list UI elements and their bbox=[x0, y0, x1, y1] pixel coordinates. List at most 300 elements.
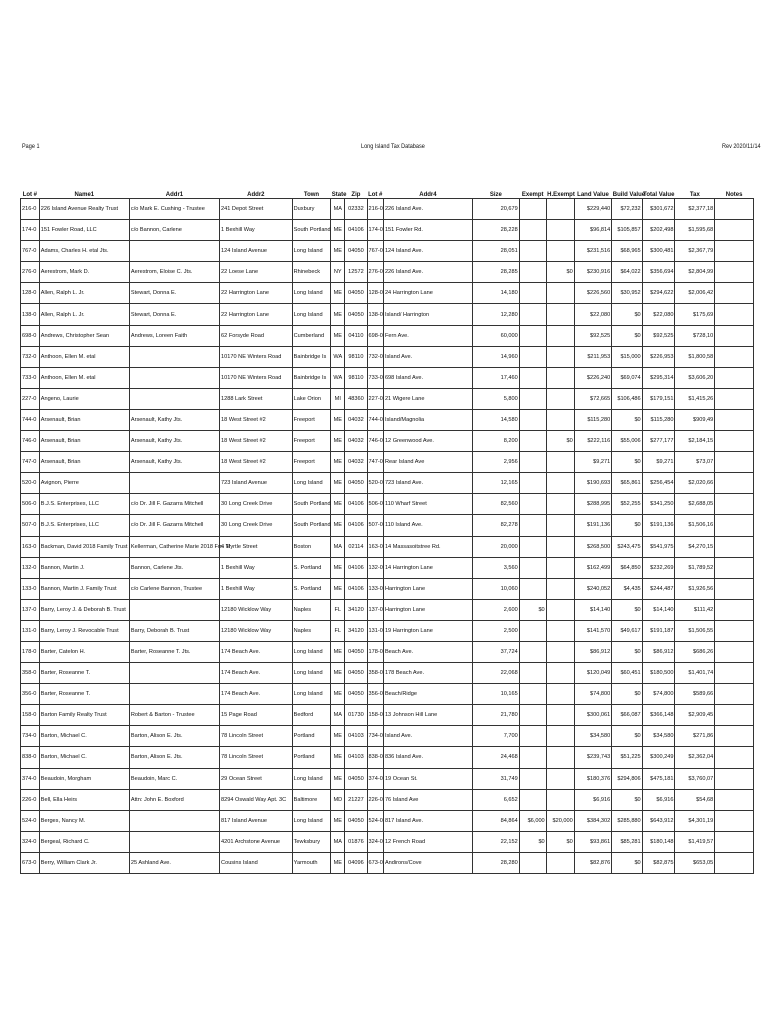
table-cell bbox=[546, 663, 574, 684]
table-cell bbox=[519, 325, 546, 346]
table-cell: 734-0 bbox=[21, 726, 40, 747]
table-cell: 133-0 bbox=[367, 578, 383, 599]
table-cell: $0 bbox=[612, 684, 642, 705]
table-cell: 276-0 bbox=[21, 262, 40, 283]
table-cell: Barry, Leroy J. Revocable Trust bbox=[39, 620, 129, 641]
table-cell bbox=[546, 452, 574, 473]
table-cell: $111,42 bbox=[675, 599, 715, 620]
table-cell: $2,006,42 bbox=[675, 283, 715, 304]
table-cell: 174-0 bbox=[21, 220, 40, 241]
table-cell: $162,499 bbox=[574, 557, 611, 578]
table-cell bbox=[129, 810, 219, 831]
table-cell: Anthoon, Ellen M. etal bbox=[39, 346, 129, 367]
table-cell: 18 West Street #2 bbox=[220, 409, 293, 430]
table-cell: 02114 bbox=[345, 536, 367, 557]
table-cell bbox=[546, 473, 574, 494]
table-cell: Long Island bbox=[292, 663, 331, 684]
table-cell: 226 Island Ave. bbox=[383, 199, 472, 220]
table-cell: $0 bbox=[612, 515, 642, 536]
table-cell: Attn: John E. Boxford bbox=[129, 789, 219, 810]
table-cell: 21 Wigere Lane bbox=[383, 388, 472, 409]
table-row bbox=[21, 578, 754, 599]
table-cell bbox=[546, 726, 574, 747]
table-cell bbox=[519, 473, 546, 494]
table-cell: $72,232 bbox=[612, 199, 642, 220]
table-cell: 34120 bbox=[345, 620, 367, 641]
table-cell: $0 bbox=[612, 325, 642, 346]
table-cell: $30,952 bbox=[612, 283, 642, 304]
table-row bbox=[21, 663, 754, 684]
table-cell bbox=[715, 346, 754, 367]
table-cell: $105,857 bbox=[612, 220, 642, 241]
table-cell bbox=[519, 199, 546, 220]
table-cell bbox=[715, 367, 754, 388]
tax-table bbox=[20, 186, 754, 874]
table-cell: 2,500 bbox=[472, 620, 519, 641]
table-cell: S. Portland bbox=[292, 578, 331, 599]
table-cell bbox=[519, 852, 546, 873]
table-cell: $295,314 bbox=[642, 367, 675, 388]
table-cell: Freeport bbox=[292, 409, 331, 430]
table-cell: 746-0 bbox=[21, 431, 40, 452]
table-cell: $1,595,68 bbox=[675, 220, 715, 241]
table-cell: 744-0 bbox=[367, 409, 383, 430]
table-cell: ME bbox=[331, 684, 345, 705]
table-row bbox=[21, 199, 754, 220]
table-cell: FL bbox=[331, 599, 345, 620]
table-cell: ME bbox=[331, 452, 345, 473]
table-cell: 128-0 bbox=[21, 283, 40, 304]
table-cell: 746-0 bbox=[367, 431, 383, 452]
table-cell bbox=[519, 283, 546, 304]
table-cell: ME bbox=[331, 241, 345, 262]
table-cell: 12180 Wicklow Way bbox=[220, 620, 293, 641]
table-cell: $74,800 bbox=[642, 684, 675, 705]
table-cell: $86,912 bbox=[642, 641, 675, 662]
table-row bbox=[21, 599, 754, 620]
table-cell: 13 Johnson Hill Lane bbox=[383, 705, 472, 726]
table-cell: $3,606,20 bbox=[675, 367, 715, 388]
table-cell: $34,580 bbox=[642, 726, 675, 747]
table-cell: Rhinebeck bbox=[292, 262, 331, 283]
table-cell: 12,280 bbox=[472, 304, 519, 325]
table-cell: $1,506,16 bbox=[675, 515, 715, 536]
table-cell: $0 bbox=[612, 726, 642, 747]
table-row bbox=[21, 536, 754, 557]
table-cell: 04106 bbox=[345, 557, 367, 578]
table-cell: 01730 bbox=[345, 705, 367, 726]
table-cell: $0 bbox=[546, 262, 574, 283]
table-cell: 507-0 bbox=[367, 515, 383, 536]
table-cell: ME bbox=[331, 641, 345, 662]
table-cell: 133-0 bbox=[21, 578, 40, 599]
table-cell: 324-0 bbox=[367, 831, 383, 852]
table-cell: 1 Bexhill Way bbox=[220, 578, 293, 599]
table-cell: 82,560 bbox=[472, 494, 519, 515]
table-cell: 12572 bbox=[345, 262, 367, 283]
table-cell bbox=[546, 768, 574, 789]
table-cell bbox=[519, 578, 546, 599]
table-cell: 507-0 bbox=[21, 515, 40, 536]
table-cell bbox=[519, 557, 546, 578]
table-cell: Freeport bbox=[292, 452, 331, 473]
table-cell: Boston bbox=[292, 536, 331, 557]
table-cell: 14 Massasoitstree Rd. bbox=[383, 536, 472, 557]
table-cell: ME bbox=[331, 578, 345, 599]
table-cell bbox=[519, 789, 546, 810]
table-cell: Cousins Island bbox=[220, 852, 293, 873]
table-cell: S. Portland bbox=[292, 557, 331, 578]
table-cell bbox=[546, 705, 574, 726]
column-header: Lot # bbox=[21, 186, 40, 199]
table-cell bbox=[519, 388, 546, 409]
table-cell: Bedford bbox=[292, 705, 331, 726]
table-cell: $68,965 bbox=[612, 241, 642, 262]
table-cell bbox=[546, 641, 574, 662]
table-cell bbox=[519, 494, 546, 515]
table-cell: 76 Island Ave bbox=[383, 789, 472, 810]
table-cell: 506-0 bbox=[21, 494, 40, 515]
table-cell: Long Island bbox=[292, 283, 331, 304]
table-cell bbox=[519, 663, 546, 684]
table-cell: $20,000 bbox=[546, 810, 574, 831]
table-cell: 128-0 bbox=[367, 283, 383, 304]
table-cell: $9,271 bbox=[642, 452, 675, 473]
table-cell: 14 Harrington Lane bbox=[383, 557, 472, 578]
table-cell: 37,724 bbox=[472, 641, 519, 662]
table-cell: $294,806 bbox=[612, 768, 642, 789]
table-cell: $6,916 bbox=[642, 789, 675, 810]
table-cell: 8,200 bbox=[472, 431, 519, 452]
table-cell: $191,136 bbox=[642, 515, 675, 536]
table-cell: 744-0 bbox=[21, 409, 40, 430]
table-cell: $1,419,57 bbox=[675, 831, 715, 852]
table-cell: Harrington Lane bbox=[383, 599, 472, 620]
table-cell: Long Island bbox=[292, 684, 331, 705]
table-cell: $0 bbox=[519, 599, 546, 620]
table-cell: 4201 Archstone Avenue bbox=[220, 831, 293, 852]
table-cell: 04050 bbox=[345, 684, 367, 705]
table-row bbox=[21, 852, 754, 873]
table-cell bbox=[546, 557, 574, 578]
table-cell: ME bbox=[331, 304, 345, 325]
table-cell: 20,679 bbox=[472, 199, 519, 220]
table-cell: $115,280 bbox=[574, 409, 611, 430]
table-cell: 732-0 bbox=[21, 346, 40, 367]
table-cell: 28,228 bbox=[472, 220, 519, 241]
table-cell: $55,006 bbox=[612, 431, 642, 452]
table-cell bbox=[129, 346, 219, 367]
table-cell: MA bbox=[331, 199, 345, 220]
table-cell: $141,570 bbox=[574, 620, 611, 641]
column-header: Size bbox=[472, 186, 519, 199]
table-cell: 24,468 bbox=[472, 747, 519, 768]
table-cell: $4,435 bbox=[612, 578, 642, 599]
table-cell: 04096 bbox=[345, 852, 367, 873]
table-cell: Arsenault, Brian bbox=[39, 409, 129, 430]
table-cell: c/o Bannon, Carlene bbox=[129, 220, 219, 241]
table-cell: B.J.S. Enterprises, LLC bbox=[39, 515, 129, 536]
table-cell: 12,165 bbox=[472, 473, 519, 494]
column-header: Name1 bbox=[39, 186, 129, 199]
table-cell: 04050 bbox=[345, 304, 367, 325]
table-cell: 4 Myrtle Street bbox=[220, 536, 293, 557]
table-cell: Long Island bbox=[292, 810, 331, 831]
table-cell bbox=[546, 684, 574, 705]
table-cell: $2,909,45 bbox=[675, 705, 715, 726]
table-cell: Island/ Harrington bbox=[383, 304, 472, 325]
table-cell: 520-0 bbox=[367, 473, 383, 494]
table-cell: c/o Carlene Bannon, Trustee bbox=[129, 578, 219, 599]
table-cell: $92,525 bbox=[642, 325, 675, 346]
table-cell bbox=[129, 241, 219, 262]
table-cell: 158-0 bbox=[367, 705, 383, 726]
table-cell: 34120 bbox=[345, 599, 367, 620]
table-cell: $243,475 bbox=[612, 536, 642, 557]
table-row bbox=[21, 557, 754, 578]
table-cell bbox=[519, 768, 546, 789]
table-cell: $180,376 bbox=[574, 768, 611, 789]
table-row bbox=[21, 346, 754, 367]
table-cell: Anthoon, Ellen M. etal bbox=[39, 367, 129, 388]
table-cell bbox=[519, 262, 546, 283]
table-cell bbox=[129, 663, 219, 684]
table-cell: Bainbridge Is bbox=[292, 346, 331, 367]
table-cell: Bainbridge Is bbox=[292, 367, 331, 388]
table-cell: ME bbox=[331, 473, 345, 494]
table-cell bbox=[715, 473, 754, 494]
table-cell: 276-0 bbox=[367, 262, 383, 283]
table-cell: $191,187 bbox=[642, 620, 675, 641]
table-cell: 14,580 bbox=[472, 409, 519, 430]
table-cell: $115,280 bbox=[642, 409, 675, 430]
table-cell: $92,525 bbox=[574, 325, 611, 346]
table-cell: MA bbox=[331, 536, 345, 557]
table-cell: $202,498 bbox=[642, 220, 675, 241]
table-cell: $0 bbox=[612, 852, 642, 873]
table-cell: 17,460 bbox=[472, 367, 519, 388]
table-cell: Duxbury bbox=[292, 199, 331, 220]
table-cell: $0 bbox=[546, 831, 574, 852]
table-cell: Aerestrom, Mark D. bbox=[39, 262, 129, 283]
table-cell: ME bbox=[331, 810, 345, 831]
table-cell: 04050 bbox=[345, 241, 367, 262]
table-cell: Arsenault, Brian bbox=[39, 452, 129, 473]
table-cell: Island/Magnolia bbox=[383, 409, 472, 430]
table-cell: 216-0 bbox=[21, 199, 40, 220]
table-cell: $230,916 bbox=[574, 262, 611, 283]
table-row bbox=[21, 262, 754, 283]
table-cell bbox=[715, 599, 754, 620]
table-cell: 62 Forsyde Road bbox=[220, 325, 293, 346]
table-cell: $231,516 bbox=[574, 241, 611, 262]
table-cell: 698-0 bbox=[21, 325, 40, 346]
table-cell: ME bbox=[331, 325, 345, 346]
table-cell: $0 bbox=[519, 831, 546, 852]
table-cell: Portland bbox=[292, 726, 331, 747]
table-cell: 178-0 bbox=[21, 641, 40, 662]
table-cell: 22,152 bbox=[472, 831, 519, 852]
table-cell bbox=[129, 388, 219, 409]
table-cell: $0 bbox=[612, 789, 642, 810]
table-cell: 12 Greenwood Ave. bbox=[383, 431, 472, 452]
table-cell: $22,080 bbox=[642, 304, 675, 325]
table-cell: 178 Beach Ave. bbox=[383, 663, 472, 684]
table-cell bbox=[546, 325, 574, 346]
table-cell: 10,060 bbox=[472, 578, 519, 599]
table-cell: 358-0 bbox=[367, 663, 383, 684]
table-cell: Naples bbox=[292, 599, 331, 620]
table-cell: NY bbox=[331, 262, 345, 283]
table-cell: 174 Beach Ave. bbox=[220, 641, 293, 662]
table-cell: MD bbox=[331, 789, 345, 810]
table-cell: Kellerman, Catherine Marie 2018 Fm. Tr bbox=[129, 536, 219, 557]
table-cell: Cumberland bbox=[292, 325, 331, 346]
table-cell: 723 Island Ave. bbox=[383, 473, 472, 494]
table-cell bbox=[519, 536, 546, 557]
table-cell: 226-0 bbox=[367, 789, 383, 810]
table-cell: 817 Island Ave. bbox=[383, 810, 472, 831]
table-cell: $0 bbox=[612, 304, 642, 325]
table-cell: 151 Fowler Road, LLC bbox=[39, 220, 129, 241]
table-cell: 374-0 bbox=[367, 768, 383, 789]
column-header: Addr4 bbox=[383, 186, 472, 199]
table-cell: ME bbox=[331, 726, 345, 747]
table-cell: $2,184,15 bbox=[675, 431, 715, 452]
table-cell: $728,10 bbox=[675, 325, 715, 346]
table-cell: $69,074 bbox=[612, 367, 642, 388]
table-row bbox=[21, 409, 754, 430]
table-cell: 7,700 bbox=[472, 726, 519, 747]
column-header: Town bbox=[292, 186, 331, 199]
table-cell: FL bbox=[331, 620, 345, 641]
table-cell: Allen, Ralph L. Jr. bbox=[39, 283, 129, 304]
table-cell: $0 bbox=[612, 641, 642, 662]
table-cell bbox=[129, 367, 219, 388]
table-cell: $93,861 bbox=[574, 831, 611, 852]
table-cell: $244,487 bbox=[642, 578, 675, 599]
table-cell bbox=[715, 578, 754, 599]
table-cell: 98110 bbox=[345, 346, 367, 367]
table-cell: Arsenault, Kathy Jts. bbox=[129, 409, 219, 430]
table-cell: $180,500 bbox=[642, 663, 675, 684]
table-cell bbox=[519, 431, 546, 452]
table-cell: Robert & Barton - Trustee bbox=[129, 705, 219, 726]
table-cell: $64,022 bbox=[612, 262, 642, 283]
table-cell bbox=[715, 536, 754, 557]
table-cell: $66,087 bbox=[612, 705, 642, 726]
table-cell: 1 Bexhill Way bbox=[220, 220, 293, 241]
table-cell bbox=[546, 409, 574, 430]
table-cell bbox=[715, 220, 754, 241]
table-cell bbox=[715, 726, 754, 747]
table-cell: 131-0 bbox=[367, 620, 383, 641]
table-cell: Allen, Ralph L. Jr. bbox=[39, 304, 129, 325]
table-cell: ME bbox=[331, 220, 345, 241]
table-cell: $86,912 bbox=[574, 641, 611, 662]
table-cell: 137-0 bbox=[21, 599, 40, 620]
table-cell: ME bbox=[331, 494, 345, 515]
table-cell: $60,451 bbox=[612, 663, 642, 684]
table-cell: 734-0 bbox=[367, 726, 383, 747]
table-cell: 02332 bbox=[345, 199, 367, 220]
table-cell: 227-0 bbox=[367, 388, 383, 409]
table-cell: Barton Family Realty Trust bbox=[39, 705, 129, 726]
table-cell bbox=[715, 452, 754, 473]
table-cell bbox=[715, 789, 754, 810]
table-cell: $74,800 bbox=[574, 684, 611, 705]
table-cell: $643,912 bbox=[642, 810, 675, 831]
table-cell: $384,302 bbox=[574, 810, 611, 831]
table-cell bbox=[715, 431, 754, 452]
table-cell: $1,506,55 bbox=[675, 620, 715, 641]
table-cell: $686,26 bbox=[675, 641, 715, 662]
table-cell: ME bbox=[331, 515, 345, 536]
table-cell: $1,415,26 bbox=[675, 388, 715, 409]
table-cell: ME bbox=[331, 747, 345, 768]
table-cell: $96,814 bbox=[574, 220, 611, 241]
table-cell: Stewart, Donna E. bbox=[129, 283, 219, 304]
table-cell: 506-0 bbox=[367, 494, 383, 515]
table-cell: 3,560 bbox=[472, 557, 519, 578]
table-cell: Lake Orion bbox=[292, 388, 331, 409]
table-cell: 110 Wharf Street bbox=[383, 494, 472, 515]
table-cell: 673-0 bbox=[367, 852, 383, 873]
table-cell bbox=[546, 220, 574, 241]
table-cell bbox=[715, 641, 754, 662]
table-cell: Arsenault, Kathy Jts. bbox=[129, 452, 219, 473]
table-cell: $268,500 bbox=[574, 536, 611, 557]
table-cell: 131-0 bbox=[21, 620, 40, 641]
table-cell: 158-0 bbox=[21, 705, 40, 726]
table-row bbox=[21, 304, 754, 325]
column-header: Addr2 bbox=[220, 186, 293, 199]
table-cell: 18 West Street #2 bbox=[220, 452, 293, 473]
table-cell: Adams, Charles H. etal Jts. bbox=[39, 241, 129, 262]
table-cell bbox=[715, 663, 754, 684]
table-cell: 124 Island Ave. bbox=[383, 241, 472, 262]
table-cell: $226,953 bbox=[642, 346, 675, 367]
table-cell: Arsenault, Kathy Jts. bbox=[129, 431, 219, 452]
table-cell: 227-0 bbox=[21, 388, 40, 409]
table-cell: 12180 Wicklow Way bbox=[220, 599, 293, 620]
table-cell: 22 Harrington Lane bbox=[220, 283, 293, 304]
table-cell: $232,269 bbox=[642, 557, 675, 578]
table-cell: 10170 NE Winters Road bbox=[220, 367, 293, 388]
table-cell: 174 Beach Ave. bbox=[220, 684, 293, 705]
table-cell: 698-0 bbox=[367, 325, 383, 346]
table-cell: $300,249 bbox=[642, 747, 675, 768]
table-cell bbox=[546, 536, 574, 557]
table-cell: MA bbox=[331, 705, 345, 726]
document-title: Long Island Tax Database bbox=[361, 143, 425, 150]
table-cell: Portland bbox=[292, 747, 331, 768]
table-cell bbox=[715, 388, 754, 409]
table-cell: $6,000 bbox=[519, 810, 546, 831]
table-cell: 19 Harrington Lane bbox=[383, 620, 472, 641]
table-cell: $64,850 bbox=[612, 557, 642, 578]
table-cell: 767-0 bbox=[21, 241, 40, 262]
table-cell: $240,052 bbox=[574, 578, 611, 599]
table-row bbox=[21, 747, 754, 768]
column-header: Addr1 bbox=[129, 186, 219, 199]
table-cell: 04050 bbox=[345, 283, 367, 304]
table-cell: $6,916 bbox=[574, 789, 611, 810]
table-cell: $1,800,58 bbox=[675, 346, 715, 367]
table-cell bbox=[129, 599, 219, 620]
table-cell: $2,688,05 bbox=[675, 494, 715, 515]
table-cell: Barter, Catelon H. bbox=[39, 641, 129, 662]
